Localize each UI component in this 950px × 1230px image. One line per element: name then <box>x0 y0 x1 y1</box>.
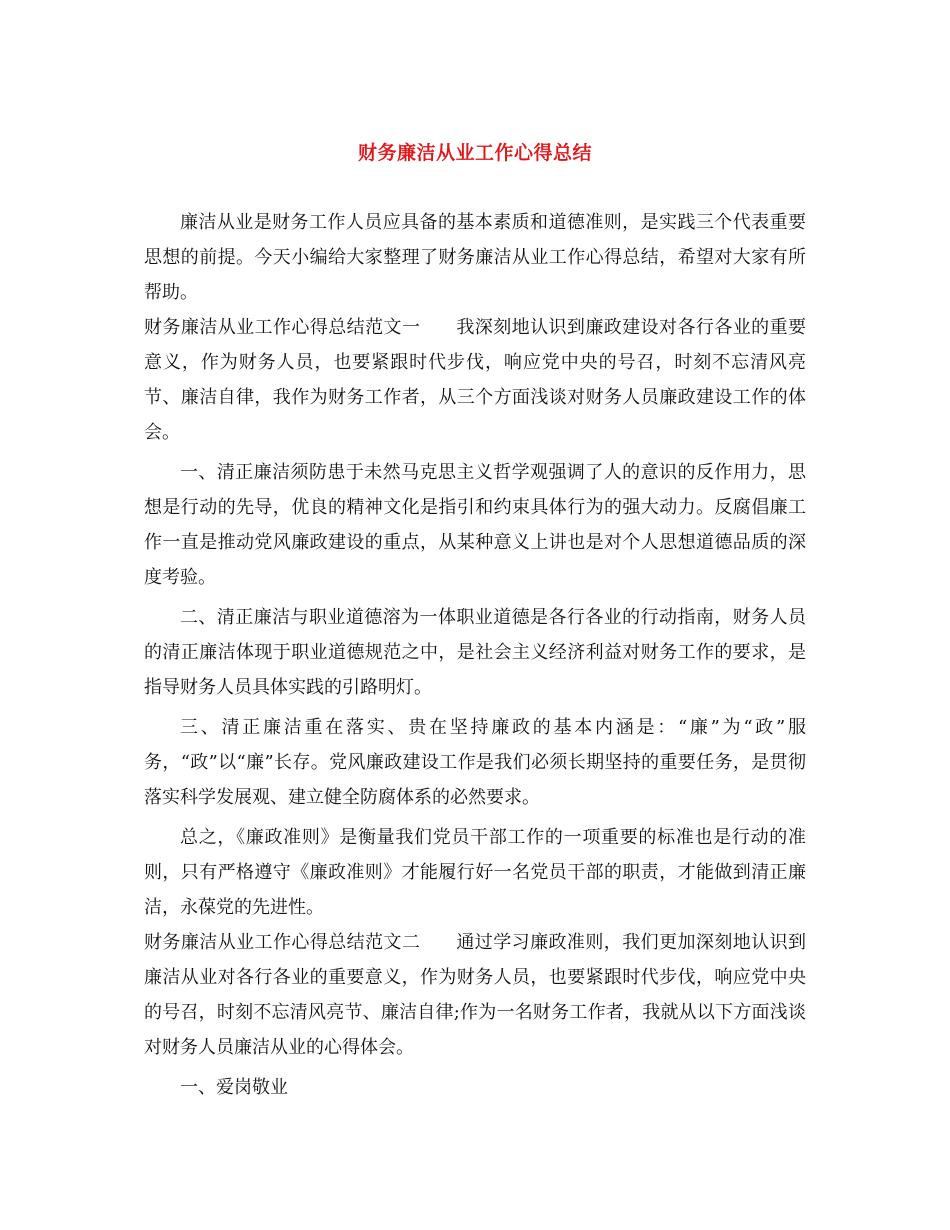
section-two-heading: 财务廉洁从业工作心得总结范文二 <box>144 932 421 953</box>
section-two-paragraph <box>144 925 806 1065</box>
section-one-heading: 财务廉洁从业工作心得总结范文一 <box>144 317 421 338</box>
section-one-text: 我深刻地认识到廉政建设对各行各业的重要意义，作为财务人员，也要紧跟时代步伐，响应党中央的号召，时刻不忘清风亮节、廉洁自律，我作为财务工作者，从三个方面浅谈对财务人员廉政建设工作的体会。 <box>144 317 807 443</box>
subheading-dedication: 一、爱岗敬业 <box>180 1077 288 1098</box>
body-paragraph-1: 一、清正廉洁须防患于未然马克思主义哲学观强调了人的意识的反作用力，思想是行动的先导，优良的精神文化是指引和约束具体行为的强大动力。反腐倡廉工作一直是推动党风廉政建设的重点，从某种意义上讲也是对个人思想道德品质的深度考验。 <box>144 462 806 588</box>
document-title: 财务廉洁从业工作心得总结 <box>357 142 592 164</box>
body-paragraph-2: 二、清正廉洁与职业道德溶为一体职业道德是各行各业的行动指南，财务人员的清正廉洁体现于职业道德规范之中，是社会主义经济利益对财务工作的要求，是指导财务人员具体实践的引路明灯。 <box>144 607 806 698</box>
intro-paragraph: 廉洁从业是财务工作人员应具备的基本素质和道德准则，是实践三个代表重要思想的前提。今天小编给大家整理了财务廉洁从业工作心得总结，希望对大家有所帮助。 <box>144 212 806 303</box>
body-paragraph-3: 三、清正廉洁重在落实、贵在坚持廉政的基本内涵是：“廉”为“政”服务，“政”以“廉”长存。党风廉政建设工作是我们必须长期坚持的重要任务，是贯彻落实科学发展观、建立健全防腐体系的必然要求。 <box>144 717 806 808</box>
section-two-text: 通过学习廉政准则，我们更加深刻地认识到廉洁从业对各行各业的重要意义，作为财务人员，也要紧跟时代步伐，响应党中央的号召，时刻不忘清风亮节、廉洁自律;作为一名财务工作者，我就从以下方面浅谈对财务人员廉洁从业的心得体会。 <box>144 932 807 1058</box>
body-paragraph-4: 总之，《廉政准则》是衡量我们党员干部工作的一项重要的标准也是行动的准则，只有严格遵守《廉政准则》才能履行好一名党员干部的职责，才能做到清正廉洁，永葆党的先进性。 <box>144 827 806 918</box>
section-one-paragraph <box>144 310 806 450</box>
document-body <box>144 205 806 1105</box>
